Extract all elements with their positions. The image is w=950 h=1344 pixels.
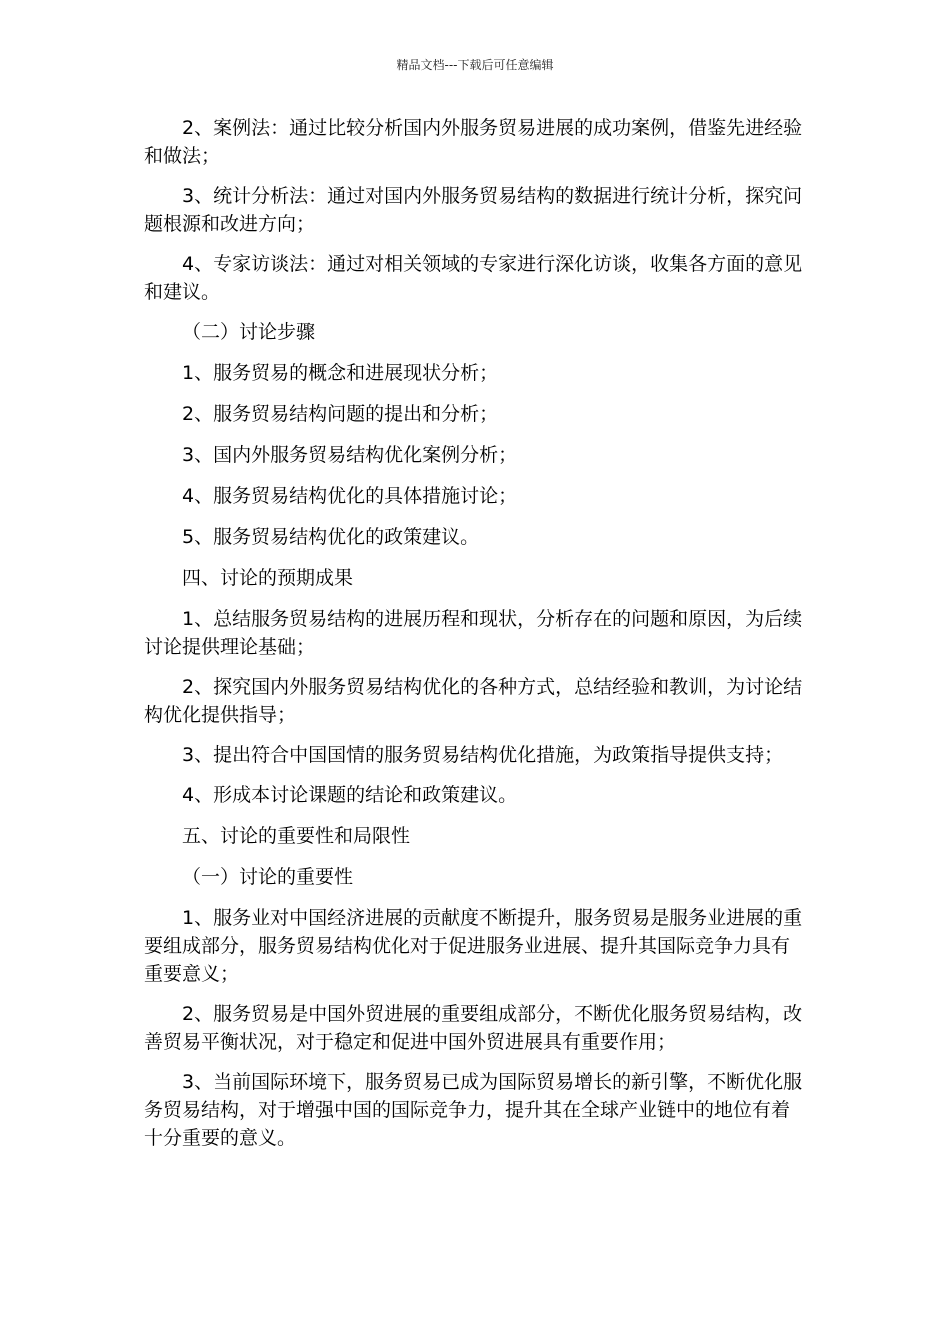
list-item-step-1: 1、服务贸易的概念和进展现状分析；	[182, 362, 499, 384]
list-item-step-5: 5、服务贸易结构优化的政策建议。	[182, 526, 480, 548]
list-item-result-2: 2、探究国内外服务贸易结构优化的各种方式，总结经验和教训，为讨论结构优化提供指导；	[144, 676, 803, 726]
list-item-result-3: 3、提出符合中国国情的服务贸易结构优化措施，为政策指导提供支持；	[182, 744, 784, 766]
document-body	[144, 114, 806, 1164]
section-heading-steps: （二）讨论步骤	[182, 321, 316, 343]
page-header: 精品文档---下载后可任意编辑	[396, 58, 554, 72]
list-item-step-3: 3、国内外服务贸易结构优化案例分析；	[182, 444, 518, 466]
list-item-importance-3: 3、当前国际环境下，服务贸易已成为国际贸易增长的新引擎，不断优化服务贸易结构，对于增强中国的国际竞争力，提升其在全球产业链中的地位有着十分重要的意义。	[144, 1071, 803, 1149]
paragraph-method-case: 2、案例法：通过比较分析国内外服务贸易进展的成功案例，借鉴先进经验和做法；	[144, 117, 803, 167]
section-heading-importance-limitations: 五、讨论的重要性和局限性	[182, 825, 411, 847]
paragraph-method-statistics: 3、统计分析法：通过对国内外服务贸易结构的数据进行统计分析，探究问题根源和改进方向；	[144, 185, 803, 235]
list-item-result-4: 4、形成本讨论课题的结论和政策建议。	[182, 784, 518, 806]
list-item-step-2: 2、服务贸易结构问题的提出和分析；	[182, 403, 499, 425]
list-item-result-1: 1、总结服务贸易结构的进展历程和现状，分析存在的问题和原因，为后续讨论提供理论基础；	[144, 608, 803, 658]
list-item-importance-2: 2、服务贸易是中国外贸进展的重要组成部分，不断优化服务贸易结构，改善贸易平衡状况，对于稳定和促进中国外贸进展具有重要作用；	[144, 1003, 803, 1053]
list-item-step-4: 4、服务贸易结构优化的具体措施讨论；	[182, 485, 518, 507]
list-item-importance-1: 1、服务业对中国经济进展的贡献度不断提升，服务贸易是服务业进展的重要组成部分，服务贸易结构优化对于促进服务业进展、提升其国际竞争力具有重要意义；	[144, 907, 803, 985]
section-heading-expected-results: 四、讨论的预期成果	[182, 567, 354, 589]
subsection-heading-importance: （一）讨论的重要性	[182, 866, 354, 888]
paragraph-method-interview: 4、专家访谈法：通过对相关领域的专家进行深化访谈，收集各方面的意见和建议。	[144, 253, 803, 303]
